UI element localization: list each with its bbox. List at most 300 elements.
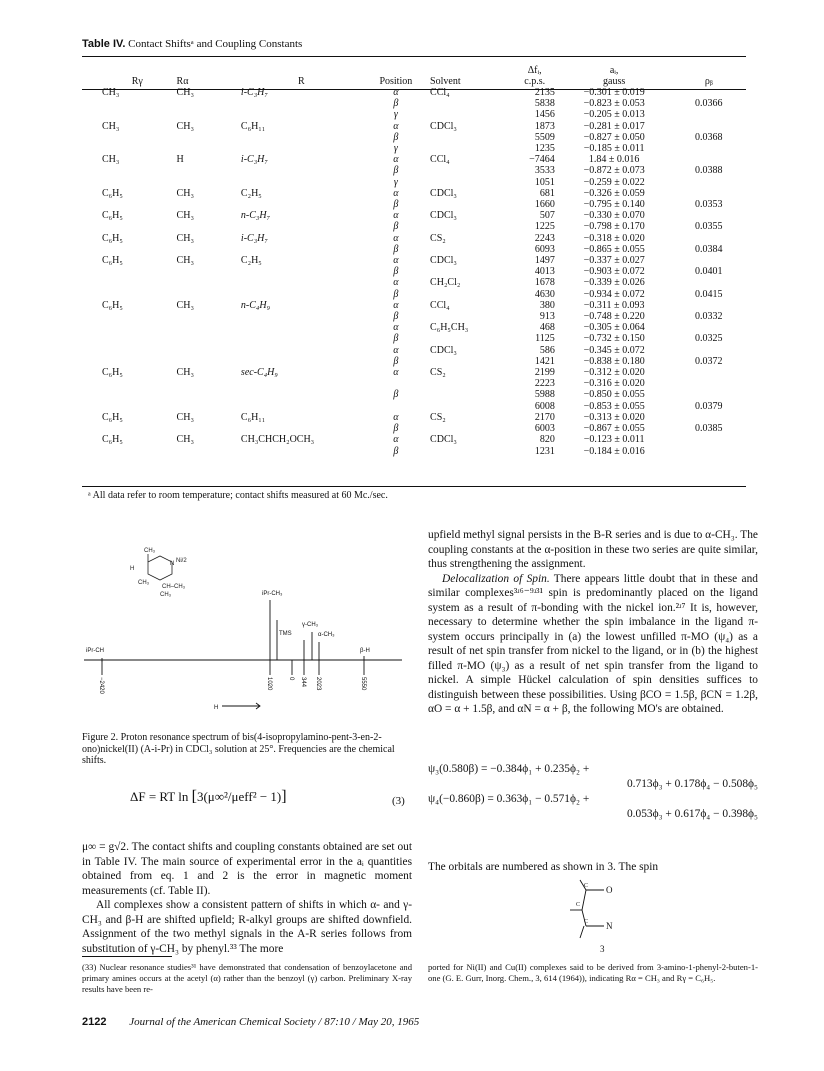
- cell-r-alpha: [175, 289, 239, 300]
- table-row: [82, 177, 746, 188]
- cell-shift: 4630: [534, 288, 555, 300]
- cell-gauss: −0.205 ± 0.013: [583, 109, 645, 121]
- table-row: [82, 277, 746, 288]
- table-row: [82, 143, 746, 154]
- cell-gauss: −0.345 ± 0.072: [583, 344, 645, 356]
- cell-solvent: [428, 378, 513, 389]
- cell-gauss: −0.867 ± 0.055: [583, 423, 645, 435]
- left-paragraph-2: All complexes show a consistent pattern of shifts in which α- and γ-CH₃ and β-H are shifted upfield; R-alkyl groups are shifted downfield. Assignment of the two methyl signals in the A-R series follows from substitution of γ-CH₃ by phenyl.³³ The more: [82, 899, 412, 955]
- cell-r-alpha: [175, 378, 239, 389]
- cell-r-gamma: C₆H₅: [102, 434, 123, 446]
- cell-rho: [672, 177, 747, 188]
- struct-label-3: N: [170, 561, 175, 567]
- header-solvent: Solvent: [430, 75, 461, 87]
- cell-r: C₆H₁₁: [240, 120, 266, 132]
- cell-r: [239, 266, 364, 277]
- cell-solvent: [428, 165, 513, 176]
- cell-r-alpha: CH₃: [176, 367, 194, 379]
- cell-r: C₆H₁₁: [240, 411, 266, 423]
- cell-rho: 0.0366: [695, 98, 723, 110]
- cell-r-alpha: CH₃: [176, 299, 194, 311]
- left-column-text: [82, 840, 412, 956]
- cell-position: β: [393, 333, 399, 345]
- table-label: Table IV.: [82, 38, 126, 50]
- footnote-33: (33) Nuclear resonance studies³¹ have demonstrated that condensation of benzoylacetone and primary amines occurs at the acetyl (α) rather than the benzoyl (γ) carbon. Preliminary X-ray results have been re-: [82, 962, 412, 994]
- cell-r-gamma: [82, 389, 175, 400]
- cell-position: α: [393, 187, 399, 199]
- cell-rho: [672, 154, 747, 165]
- cell-shift: 1235: [534, 143, 555, 155]
- svg-text:C: C: [584, 919, 589, 925]
- cell-solvent: [428, 333, 513, 344]
- cell-shift: 1225: [534, 221, 555, 233]
- table-row: [82, 345, 746, 356]
- cell-shift: 380: [539, 299, 555, 311]
- table-row: [82, 87, 746, 98]
- table-row: [82, 188, 746, 199]
- cell-position: α: [393, 154, 399, 166]
- cell-position: α: [393, 277, 399, 289]
- cell-gauss: −0.339 ± 0.026: [583, 277, 645, 289]
- page-number: 2122: [82, 1016, 107, 1028]
- cell-solvent: [428, 389, 513, 400]
- cell-position: β: [393, 243, 399, 255]
- cell-rho: 0.0384: [695, 243, 723, 255]
- header-rho: ρᵦ: [704, 75, 713, 87]
- cell-solvent: [428, 446, 513, 457]
- cell-position: β: [393, 445, 399, 457]
- table-row: [82, 255, 746, 266]
- cell-rho: 0.0415: [695, 288, 723, 300]
- table-row: [82, 266, 746, 277]
- cell-gauss: −0.827 ± 0.050: [583, 131, 645, 143]
- cell-r-alpha: CH₃: [176, 255, 194, 267]
- cell-r-alpha: [175, 221, 239, 232]
- mo-equations: [428, 762, 758, 822]
- cell-rho: 0.0385: [695, 423, 723, 435]
- cell-position: β: [393, 266, 399, 278]
- cell-r-alpha: [175, 333, 239, 344]
- cell-shift: 2243: [534, 232, 555, 244]
- cell-shift: 1051: [534, 176, 555, 188]
- cell-r-gamma: [82, 98, 175, 109]
- label-alpha-ch3: α-CH₃: [318, 632, 335, 638]
- label-tms: TMS: [279, 631, 292, 637]
- structure-3: [560, 876, 650, 956]
- table-row: [82, 244, 746, 255]
- cell-gauss: −0.903 ± 0.072: [583, 266, 645, 278]
- table-footnote: ᵃ All data refer to room temperature; contact shifts measured at 60 Mc./sec.: [88, 490, 388, 501]
- orbitals-text: The orbitals are numbered as shown in 3. The spin: [428, 861, 659, 873]
- freq-m2420: −2420: [98, 677, 104, 694]
- cell-r-alpha: [175, 322, 239, 333]
- cell-r-gamma: [82, 132, 175, 143]
- cell-gauss: −0.853 ± 0.055: [583, 400, 645, 412]
- cell-r-alpha: [175, 401, 239, 412]
- contact-shifts-table: [82, 59, 746, 457]
- cell-r-gamma: [82, 221, 175, 232]
- cell-r: [239, 109, 364, 120]
- cell-r: [239, 132, 364, 143]
- cell-position: γ: [393, 143, 398, 155]
- freq-344: 344: [300, 677, 306, 688]
- cell-gauss: −0.732 ± 0.150: [583, 333, 645, 345]
- cell-r: [239, 311, 364, 322]
- cell-r-alpha: CH₃: [176, 232, 194, 244]
- cell-gauss: −0.330 ± 0.070: [583, 210, 645, 222]
- cell-position: β: [393, 165, 399, 177]
- cell-rho: 0.0332: [695, 311, 723, 323]
- cell-solvent: CCl₄: [430, 154, 450, 166]
- cell-solvent: [428, 266, 513, 277]
- cell-r: [239, 401, 364, 412]
- equation-body: 3(μ∞²/μeff² − 1): [196, 789, 282, 804]
- cell-r: C₂H₅: [240, 255, 262, 267]
- cell-rho: [672, 345, 747, 356]
- table-row: [82, 434, 746, 445]
- table-row: [82, 233, 746, 244]
- freq-0: 0: [288, 677, 294, 681]
- right-paragraph-2-body: There appears little doubt that in these and similar complexes³ʴ⁶⁻⁹ʴ³¹ spin is predominantly placed on the ligand system as a result of π-bonding with the nickel ion.²ʴ⁷ It is, however, necessary to determine whether the spin imbalance in the ligand π-system occurs principally in (a) the lowest unfilled π-MO (ψ₄) as a result of net spin transfer from nickel to the ligand, or in (b) the highest filled π-MO (ψ₃) as a result of net spin transfer from the ligand to nickel. A simple Hückel calculation of spin densities suffices to distinguish between these possibilities. Using βCO = 1.5β, βCN = 1.2β, αO = α + 1.5β, and αN = α + β, the following MO's are obtained.: [428, 572, 758, 715]
- label-beta-h: β-H: [360, 648, 370, 654]
- cell-rho: [672, 121, 747, 132]
- table-row: [82, 333, 746, 344]
- cell-r-alpha: CH₃: [176, 210, 194, 222]
- cell-rho: [672, 300, 747, 311]
- cell-r: [239, 333, 364, 344]
- cell-gauss: −0.823 ± 0.053: [583, 98, 645, 110]
- cell-gauss: −0.305 ± 0.064: [583, 322, 645, 334]
- table-row: [82, 300, 746, 311]
- table-top-rule: [82, 56, 746, 57]
- cell-r: [239, 98, 364, 109]
- cell-gauss: −0.798 ± 0.170: [583, 221, 645, 233]
- cell-position: [364, 401, 428, 412]
- cell-gauss: −0.337 ± 0.027: [583, 255, 645, 267]
- cell-r-gamma: [82, 109, 175, 120]
- equation-number: (3): [392, 795, 405, 807]
- page-footer: [82, 1016, 419, 1028]
- header-r-gamma: Rγ: [131, 75, 143, 87]
- cell-r-gamma: [82, 143, 175, 154]
- cell-r-gamma: CH₃: [102, 87, 120, 98]
- cell-r: [239, 165, 364, 176]
- cell-r-gamma: [82, 378, 175, 389]
- cell-shift: 1125: [535, 333, 555, 345]
- cell-r-gamma: [82, 165, 175, 176]
- cell-r-gamma: C₆H₅: [102, 411, 123, 423]
- struct-label-6: CH–CH₃: [162, 584, 186, 590]
- table-row: [82, 165, 746, 176]
- cell-r-alpha: CH₃: [176, 434, 194, 446]
- cell-rho: [672, 109, 747, 120]
- cell-gauss: −0.872 ± 0.073: [583, 165, 645, 177]
- table-row: [82, 289, 746, 300]
- table-row: [82, 109, 746, 120]
- cell-shift: 681: [539, 187, 555, 199]
- cell-rho: 0.0368: [695, 131, 723, 143]
- figure-caption: Figure 2. Proton resonance spectrum of bis(4-isopropylamino-pent-3-en-2-ono)nickel(II) (A-i-Pr) in CDCl₃ solution at 25°. Frequencies are the chemical shifts.: [82, 732, 395, 766]
- cell-r-gamma: [82, 446, 175, 457]
- cell-r: [239, 389, 364, 400]
- cell-solvent: [428, 98, 513, 109]
- cell-r: C₂H₅: [240, 187, 262, 199]
- cell-rho: 0.0379: [695, 400, 723, 412]
- struct3-label: 3: [600, 944, 605, 954]
- cell-solvent: CCl₄: [430, 299, 450, 311]
- cell-r: n-C₃H₇: [240, 210, 271, 222]
- cell-solvent: CH₂Cl₂: [430, 277, 461, 289]
- cell-solvent: [428, 423, 513, 434]
- svg-text:C: C: [576, 902, 581, 908]
- freq-5550: 5550: [360, 677, 366, 691]
- cell-r-alpha: [175, 446, 239, 457]
- cell-position: α: [393, 434, 399, 446]
- cell-position: β: [393, 131, 399, 143]
- cell-r-alpha: CH₃: [176, 411, 194, 423]
- cell-r-alpha: [175, 356, 239, 367]
- struct-label-7: CH₃: [160, 592, 172, 598]
- table-row: [82, 210, 746, 221]
- cell-r: [239, 177, 364, 188]
- cell-position: α: [393, 255, 399, 267]
- cell-r-gamma: [82, 177, 175, 188]
- cell-r-alpha: [175, 132, 239, 143]
- cell-r: [239, 322, 364, 333]
- footnote-rule: [82, 956, 172, 957]
- cell-r-alpha: H: [176, 154, 184, 166]
- cell-solvent: [428, 311, 513, 322]
- cell-r-alpha: CH₃: [176, 187, 194, 199]
- cell-r: i-C₃H₇: [240, 232, 268, 244]
- cell-gauss: −0.838 ± 0.180: [583, 355, 645, 367]
- equation-3: ΔF = RT ln [3(μ∞²/μeff² − 1)]: [130, 788, 287, 805]
- cell-position: β: [393, 221, 399, 233]
- header-r-alpha: Rα: [176, 75, 189, 87]
- cell-gauss: −0.311 ± 0.093: [583, 299, 645, 311]
- cell-shift: 6093: [534, 243, 555, 255]
- struct-label-1: CH₃: [144, 548, 156, 554]
- cell-rho: 0.0401: [695, 266, 723, 278]
- cell-rho: [672, 277, 747, 288]
- cell-r-gamma: [82, 322, 175, 333]
- cell-r-alpha: CH₃: [176, 120, 194, 132]
- cell-r: [239, 378, 364, 389]
- header-gauss: aᵢ, gauss: [603, 64, 626, 87]
- cell-solvent: CDCl₃: [430, 210, 457, 222]
- cell-solvent: C₆H₅CH₃: [430, 322, 469, 334]
- freq-1020: 1020: [266, 677, 272, 691]
- cell-gauss: −0.123 ± 0.011: [583, 434, 645, 446]
- cell-solvent: [428, 244, 513, 255]
- table-row: [82, 311, 746, 322]
- table-row: [82, 121, 746, 132]
- cell-r: [239, 446, 364, 457]
- cell-gauss: −0.316 ± 0.020: [583, 378, 645, 390]
- cell-r-gamma: C₆H₅: [102, 299, 123, 311]
- cell-position: α: [393, 344, 399, 356]
- table-row: [82, 154, 746, 165]
- cell-gauss: −0.326 ± 0.059: [583, 187, 645, 199]
- freq-2023: 2023: [315, 677, 321, 691]
- cell-r-gamma: [82, 345, 175, 356]
- cell-rho: 0.0388: [695, 165, 723, 177]
- cell-shift: 5988: [534, 389, 555, 401]
- table-row: [82, 98, 746, 109]
- table-row: [82, 322, 746, 333]
- mo-psi4-line1: ψ₄(−0.860β) = 0.363ϕ₁ − 0.571ϕ₂ +: [428, 793, 590, 805]
- label-gamma-ch3: γ-CH₃: [302, 622, 319, 628]
- cell-shift: 468: [539, 322, 555, 334]
- cell-solvent: CS₂: [430, 232, 446, 244]
- table-row: [82, 199, 746, 210]
- cell-position: α: [393, 87, 399, 98]
- cell-position: α: [393, 367, 399, 379]
- cell-shift: 586: [539, 344, 555, 356]
- struct-label-4: Ni/2: [176, 558, 187, 564]
- cell-shift: 2135: [534, 87, 555, 98]
- cell-gauss: −0.312 ± 0.020: [583, 367, 645, 379]
- right-paragraph-2: [428, 572, 758, 717]
- cell-solvent: CDCl₃: [430, 120, 457, 132]
- cell-rho: [672, 233, 747, 244]
- cell-r-gamma: CH₃: [102, 120, 120, 132]
- cell-r-alpha: [175, 345, 239, 356]
- cell-shift: 2199: [534, 367, 555, 379]
- cell-r-alpha: [175, 244, 239, 255]
- cell-position: γ: [393, 109, 398, 121]
- cell-r: n-C₄H₉: [240, 299, 271, 311]
- cell-solvent: [428, 109, 513, 120]
- cell-rho: [672, 143, 747, 154]
- table-row: [82, 423, 746, 434]
- cell-r: [239, 221, 364, 232]
- struct-label-2: H: [130, 566, 135, 572]
- cell-position: [364, 378, 428, 389]
- cell-shift: 6008: [534, 400, 555, 412]
- cell-gauss: −0.865 ± 0.055: [583, 243, 645, 255]
- label-ipr-ch: iPr-CH: [86, 648, 104, 654]
- cell-r-alpha: [175, 266, 239, 277]
- cell-gauss: −0.301 ± 0.019: [583, 87, 645, 98]
- section-heading: Delocalization of Spin.: [442, 572, 550, 585]
- cell-r-gamma: C₆H₅: [102, 232, 123, 244]
- cell-position: β: [393, 288, 399, 300]
- cell-solvent: [428, 143, 513, 154]
- cell-r-gamma: [82, 244, 175, 255]
- cell-position: α: [393, 299, 399, 311]
- cell-position: β: [393, 423, 399, 435]
- cell-position: β: [393, 199, 399, 211]
- svg-text:O: O: [606, 885, 613, 895]
- cell-gauss: −0.281 ± 0.017: [583, 120, 645, 132]
- label-ipr-ch3: iPr-CH₃: [262, 591, 283, 597]
- cell-rho: 0.0372: [695, 355, 723, 367]
- table-row: [82, 446, 746, 457]
- header-position: Position: [379, 75, 413, 87]
- cell-r-gamma: [82, 333, 175, 344]
- cell-rho: [672, 210, 747, 221]
- cell-gauss: −0.318 ± 0.020: [583, 232, 645, 244]
- cell-position: α: [393, 322, 399, 334]
- cell-shift: 913: [539, 311, 555, 323]
- cell-shift: 1421: [534, 355, 555, 367]
- cell-r-alpha: [175, 277, 239, 288]
- cell-shift: −7464: [529, 154, 555, 166]
- cell-r: [239, 345, 364, 356]
- cell-solvent: [428, 289, 513, 300]
- cell-r-gamma: [82, 401, 175, 412]
- cell-r-alpha: [175, 143, 239, 154]
- cell-position: α: [393, 210, 399, 222]
- cell-r-gamma: C₆H₅: [102, 210, 123, 222]
- cell-gauss: −0.184 ± 0.016: [583, 445, 645, 457]
- cell-position: α: [393, 120, 399, 132]
- cell-solvent: [428, 401, 513, 412]
- cell-r-alpha: [175, 389, 239, 400]
- cell-r-alpha: [175, 98, 239, 109]
- table-row: [82, 389, 746, 400]
- cell-position: β: [393, 98, 399, 110]
- cell-rho: [672, 255, 747, 266]
- cell-r: CH₃CHCH₂OCH₃: [240, 434, 315, 446]
- cell-r-gamma: [82, 289, 175, 300]
- cell-rho: 0.0355: [695, 221, 723, 233]
- cell-rho: 0.0325: [695, 333, 723, 345]
- cell-solvent: [428, 221, 513, 232]
- cell-r-gamma: C₆H₅: [102, 255, 123, 267]
- header-r: R: [297, 75, 305, 87]
- cell-position: α: [393, 411, 399, 423]
- footnote-continued: ported for Ni(II) and Cu(II) complexes said to be derived from 3-amino-1-phenyl-2-buten-1-one (G. E. Gurr, Inorg. Chem., 3, 614 (1964)), indicating Rα = CH₃ and Rγ = C₆H₅.: [428, 962, 758, 983]
- mo-psi3-line1: ψ₃(0.580β) = −0.384ϕ₁ + 0.235ϕ₂ +: [428, 763, 590, 775]
- cell-shift: 5509: [534, 131, 555, 143]
- cell-shift: 820: [539, 434, 555, 446]
- cell-position: β: [393, 389, 399, 401]
- cell-shift: 1678: [534, 277, 555, 289]
- mo-psi4-line2: 0.053ϕ₃ + 0.617ϕ₄ − 0.398ϕ₅: [626, 808, 758, 820]
- table-row: [82, 367, 746, 378]
- right-column-text: [428, 528, 758, 717]
- cell-rho: [672, 87, 747, 98]
- cell-r: i-C₃H₇: [240, 87, 268, 98]
- cell-shift: 5838: [534, 98, 555, 110]
- cell-shift: 3533: [534, 165, 555, 177]
- journal-citation: Journal of the American Chemical Society / 87:10 / May 20, 1965: [129, 1016, 420, 1028]
- cell-rho: [672, 389, 747, 400]
- table-row: [82, 401, 746, 412]
- cell-r-alpha: [175, 177, 239, 188]
- svg-text:N: N: [606, 921, 613, 931]
- cell-solvent: [428, 199, 513, 210]
- cell-r-gamma: CH₃: [102, 154, 120, 166]
- label-h-arrow: H: [214, 705, 219, 711]
- cell-rho: [672, 434, 747, 445]
- cell-shift: 4013: [534, 266, 555, 278]
- cell-r-gamma: [82, 199, 175, 210]
- cell-shift: 1660: [534, 199, 555, 211]
- table-row: [82, 356, 746, 367]
- table-caption: [82, 38, 302, 50]
- cell-r: [239, 289, 364, 300]
- cell-r: [239, 143, 364, 154]
- table-bottom-rule: [82, 486, 746, 487]
- table-title: Contact Shiftsᵃ and Coupling Constants: [128, 38, 303, 50]
- cell-position: β: [393, 311, 399, 323]
- cell-gauss: 1.84 ± 0.016: [588, 154, 640, 166]
- molecule-structure: [130, 548, 187, 598]
- cell-gauss: −0.313 ± 0.020: [583, 411, 645, 423]
